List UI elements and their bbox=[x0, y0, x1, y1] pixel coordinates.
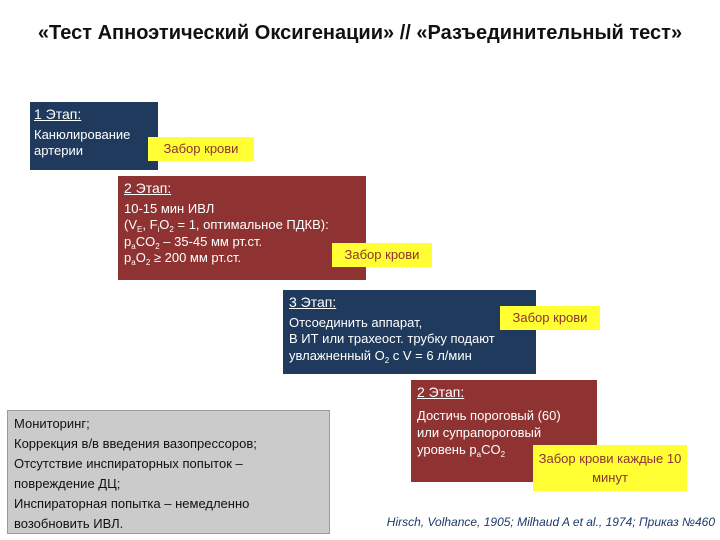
monitoring-line-2: Коррекция в/в введения вазопрессоров; bbox=[14, 436, 257, 451]
monitoring-line-1: Мониторинг; bbox=[14, 416, 90, 431]
monitoring-line-6: возобновить ИВЛ. bbox=[14, 516, 124, 531]
stage-3-line-1: Отсоединить аппарат, bbox=[289, 314, 423, 330]
stage-1-line-1: Канюлирование bbox=[34, 126, 131, 142]
monitoring-line-4: повреждение ДЦ; bbox=[14, 476, 121, 491]
stage-3-line-3: увлажненный $O_2$ с V = 6 л/мин bbox=[289, 347, 472, 365]
monitoring-box bbox=[7, 410, 330, 534]
stage-3-line-2: В ИТ или трахеост. трубку подают bbox=[289, 331, 495, 346]
stage-1-box bbox=[30, 102, 158, 170]
stage-2-line-3: $p_aCO_2 - 35-45$ мм рт.ст. bbox=[124, 233, 263, 251]
stage-4-line-3: уровень $p_aCO_2$ bbox=[417, 441, 506, 459]
stage-4-line-1: Достичь пороговый (60) bbox=[417, 407, 561, 423]
stage-3-box bbox=[283, 290, 536, 374]
citation: Hirsch, Volhance, 1905; Milhaud A et al., 1974; Приказ №460 bbox=[386, 515, 715, 529]
stage-2-line-2: ($V_E$, $F_iO_2 = 1$, оптимальное ПДКВ): bbox=[124, 217, 329, 234]
stage-2-line-1: 10-15 мин ИВЛ bbox=[124, 200, 215, 216]
stage-2-heading: 2 Этап: bbox=[124, 180, 172, 196]
monitoring-line-3: Отсутствие инспираторных попыток – bbox=[14, 456, 243, 471]
stage-2-line-4: $p_aO_2 \ge 200$ мм рт.ст. bbox=[124, 250, 242, 267]
stage-1-line-2: артерии bbox=[34, 143, 83, 158]
slide-title: «Тест Апноэтический Оксигенации» // «Разъединительный тест» bbox=[37, 22, 683, 44]
blood-draw-label-3: Забор крови bbox=[500, 306, 600, 330]
stage-3-heading: 3 Этап: bbox=[289, 294, 337, 310]
blood-draw-label-4: Забор крови каждые 10 минут bbox=[533, 445, 687, 491]
stage-4-line-2: или супрапороговый bbox=[417, 424, 542, 440]
stage-2-box bbox=[118, 176, 366, 280]
stage-4-heading: 2 Этап: bbox=[417, 384, 465, 400]
stage-1-heading: 1 Этап: bbox=[34, 106, 82, 122]
monitoring-line-5: Инспираторная попытка – немедленно bbox=[14, 496, 250, 511]
blood-draw-label-1: Забор крови bbox=[148, 137, 254, 161]
blood-draw-label-2: Забор крови bbox=[332, 243, 432, 267]
